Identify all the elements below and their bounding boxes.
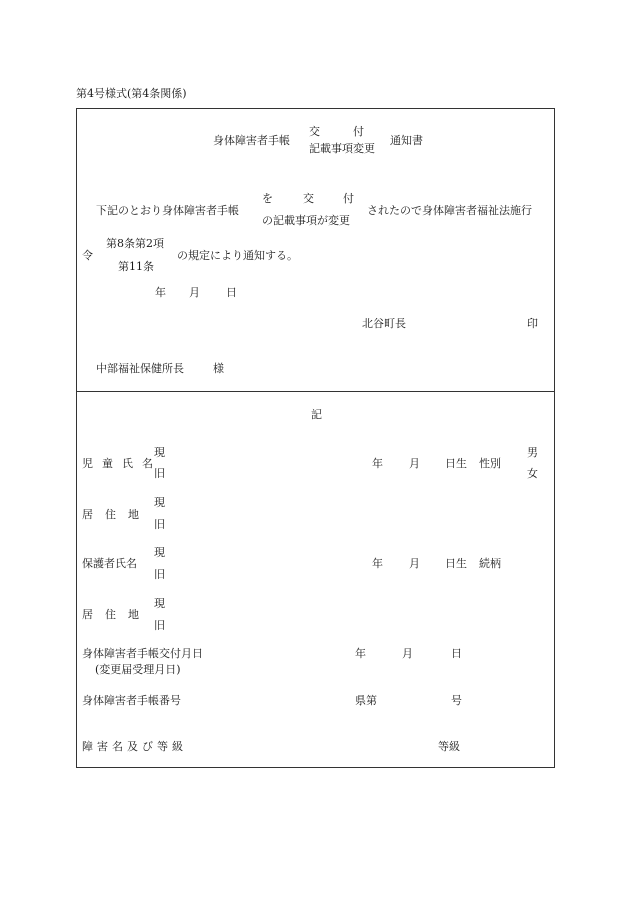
guardian-birth-year: 年	[372, 557, 383, 570]
prefecture-no: 県第	[355, 694, 377, 707]
section-divider	[76, 391, 555, 392]
child-residence-previous: 旧	[154, 518, 165, 531]
guardian-residence-previous: 旧	[154, 619, 165, 632]
article-top: 第8条第2項	[106, 237, 164, 250]
guardian-birth-day: 日生	[445, 557, 467, 570]
body-option-fu: 付	[343, 192, 354, 205]
date-month: 月	[189, 286, 200, 299]
guardian-current: 現	[154, 546, 165, 559]
article-suffix: の規定により通知する。	[177, 249, 298, 262]
grade-suffix: 等級	[438, 740, 460, 753]
guardian-residence-label: 居住地	[82, 608, 151, 621]
body-suffix: されたので身体障害者福祉法施行	[367, 204, 532, 217]
date-year: 年	[155, 286, 166, 299]
issue-day: 日	[451, 647, 462, 660]
sex-female: 女	[527, 467, 538, 480]
date-day: 日	[226, 286, 237, 299]
rei-label: 令	[82, 249, 93, 262]
guardian-birth-month: 月	[409, 557, 420, 570]
title-suffix: 通知書	[390, 134, 423, 147]
child-current: 現	[154, 446, 165, 459]
honorific: 様	[213, 362, 224, 375]
sex-male: 男	[527, 446, 538, 459]
addressee: 中部福祉保健所長	[96, 362, 184, 375]
child-birth-year: 年	[372, 457, 383, 470]
issue-year: 年	[355, 647, 366, 660]
form-number: 第4号様式(第4条関係)	[76, 87, 187, 100]
relation-label: 続柄	[479, 557, 501, 570]
issue-date-sub: (変更届受理月日)	[95, 663, 181, 676]
article-bottom: 第11条	[118, 260, 154, 273]
guardian-residence-current: 現	[154, 597, 165, 610]
child-residence-current: 現	[154, 496, 165, 509]
child-birth-day: 日生	[445, 457, 467, 470]
body-prefix: 下記のとおり身体障害者手帳	[96, 204, 239, 217]
sex-label: 性別	[479, 457, 501, 470]
record-heading: 記	[311, 408, 322, 421]
seal-mark: 印	[527, 317, 538, 330]
title-option-top: 交 付	[309, 125, 364, 138]
child-birth-month: 月	[409, 457, 420, 470]
title-option-bottom: 記載事項変更	[309, 142, 375, 155]
body-option-wo: を	[262, 192, 273, 205]
certificate-number-label: 身体障害者手帳番号	[82, 694, 181, 707]
issue-month: 月	[402, 647, 413, 660]
number-suffix: 号	[451, 694, 462, 707]
child-residence-label: 居住地	[82, 508, 151, 521]
child-previous: 旧	[154, 467, 165, 480]
body-option-bottom: の記載事項が変更	[262, 214, 350, 227]
disability-label: 障害名及び等級	[82, 740, 187, 753]
body-option-ko: 交	[303, 192, 314, 205]
issue-date-label: 身体障害者手帳交付月日	[82, 647, 203, 660]
guardian-name-label: 保護者氏名	[82, 557, 137, 570]
guardian-previous: 旧	[154, 568, 165, 581]
child-name-label: 児童氏名	[82, 457, 162, 470]
title-prefix: 身体障害者手帳	[213, 134, 290, 147]
issuer: 北谷町長	[362, 317, 406, 330]
